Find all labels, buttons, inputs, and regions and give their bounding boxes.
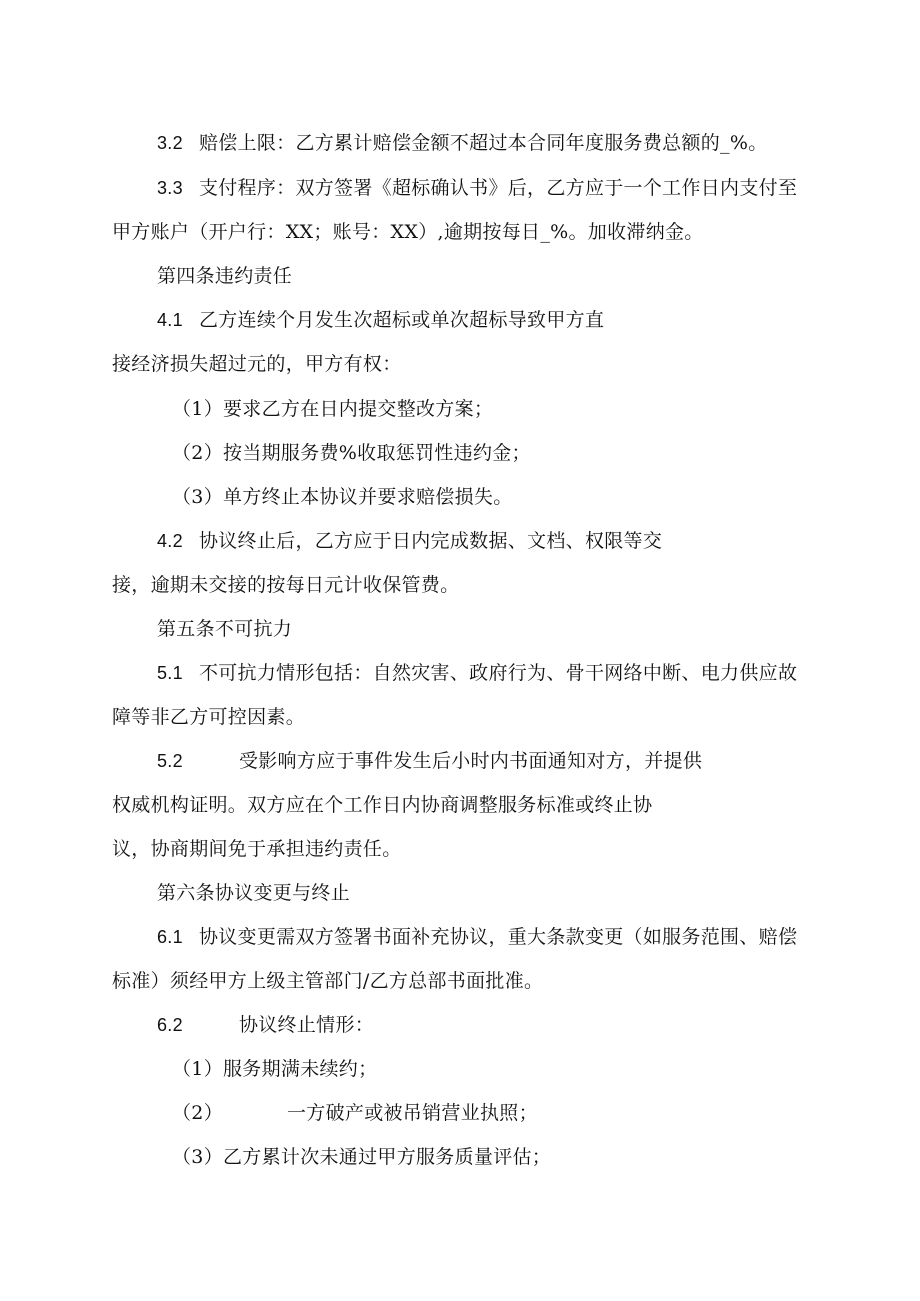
clause-3-2 bbox=[157, 130, 768, 156]
clause-text: 接，逾期未交接的按每日元计收保管费。 bbox=[112, 574, 460, 596]
clause-text: 协议变更需双方签署书面补充协议，重大条款变更（如服务范围、赔偿 bbox=[198, 926, 798, 948]
clause-text: 不可抗力情形包括：自然灾害、政府行为、骨干网络中断、电力供应故 bbox=[198, 662, 798, 684]
clause-text: 接经济损失超过元的，甲方有权： bbox=[112, 353, 402, 375]
clause-number: 4.1 bbox=[157, 310, 183, 330]
clause-text: 赔偿上限：乙方累计赔偿金额不超过本合同年度服务费总额的_%。 bbox=[198, 132, 768, 154]
article-title: 第六条协议变更与终止 bbox=[157, 882, 351, 904]
list-item-text: （3）乙方累计次未通过甲方服务质量评估； bbox=[172, 1146, 552, 1168]
clause-3-3 bbox=[157, 175, 797, 201]
clause-4-2-continued bbox=[112, 572, 459, 598]
clause-text: 受影响方应于事件发生后小时内书面通知对方，并提供 bbox=[238, 750, 703, 772]
clause-5-2 bbox=[157, 748, 702, 774]
clause-number: 4.2 bbox=[157, 531, 183, 551]
clause-6-2 bbox=[157, 1012, 374, 1038]
list-item bbox=[172, 440, 531, 466]
list-item bbox=[172, 484, 513, 510]
clause-number: 6.2 bbox=[157, 1015, 183, 1035]
clause-4-2 bbox=[157, 528, 662, 554]
article-4-heading bbox=[157, 263, 292, 289]
list-item bbox=[172, 1056, 377, 1082]
clause-5-1-continued bbox=[112, 704, 305, 730]
clause-4-1-continued bbox=[112, 351, 402, 377]
list-item bbox=[172, 396, 493, 422]
clause-number: 5.2 bbox=[157, 751, 183, 771]
list-item bbox=[172, 1144, 551, 1170]
list-item-text: （1）服务期满未续约； bbox=[172, 1058, 378, 1080]
clause-text: 障等非乙方可控因素。 bbox=[112, 706, 306, 728]
clause-number: 3.3 bbox=[157, 178, 183, 198]
article-5-heading bbox=[157, 616, 292, 642]
list-item-text: （1）要求乙方在日内提交整改方案； bbox=[172, 398, 494, 420]
clause-6-1-continued bbox=[112, 968, 543, 994]
article-title: 第五条不可抗力 bbox=[157, 618, 293, 640]
article-title: 第四条违约责任 bbox=[157, 265, 293, 287]
clause-text: 甲方账户（开户行：XX；账号：XX）,逾期按每日_%。加收滞纳金。 bbox=[112, 221, 704, 243]
clause-text: 协议终止后，乙方应于日内完成数据、文档、权限等交 bbox=[198, 530, 663, 552]
clause-text: 乙方连续个月发生次超标或单次超标导致甲方直 bbox=[198, 309, 605, 331]
clause-5-2-continued bbox=[112, 836, 402, 862]
clause-text: 标准）须经甲方上级主管部门/乙方总部书面批准。 bbox=[112, 970, 544, 992]
article-6-heading bbox=[157, 880, 350, 906]
list-item-text: 一方破产或被吊销营业执照； bbox=[287, 1102, 538, 1124]
clause-text: 协议终止情形： bbox=[238, 1014, 375, 1036]
clause-number: 3.2 bbox=[157, 133, 183, 153]
clause-5-1 bbox=[157, 660, 797, 686]
list-item-number: （2） bbox=[172, 1102, 223, 1124]
clause-number: 5.1 bbox=[157, 663, 183, 683]
list-item-text: （3）单方终止本协议并要求赔偿损失。 bbox=[172, 486, 513, 508]
clause-number: 6.1 bbox=[157, 927, 183, 947]
list-item-text: （2）按当期服务费%收取惩罚性违约金； bbox=[172, 442, 531, 464]
clause-6-1 bbox=[157, 924, 797, 950]
clause-text: 议，协商期间免于承担违约责任。 bbox=[112, 838, 402, 860]
clause-text: 权威机构证明。双方应在个工作日内协商调整服务标准或终止协 bbox=[112, 794, 653, 816]
clause-text: 支付程序：双方签署《超标确认书》后，乙方应于一个工作日内支付至 bbox=[198, 177, 798, 199]
clause-5-2-continued bbox=[112, 792, 652, 818]
list-item bbox=[172, 1100, 538, 1126]
clause-3-3-continued bbox=[112, 219, 704, 245]
clause-4-1 bbox=[157, 307, 604, 333]
